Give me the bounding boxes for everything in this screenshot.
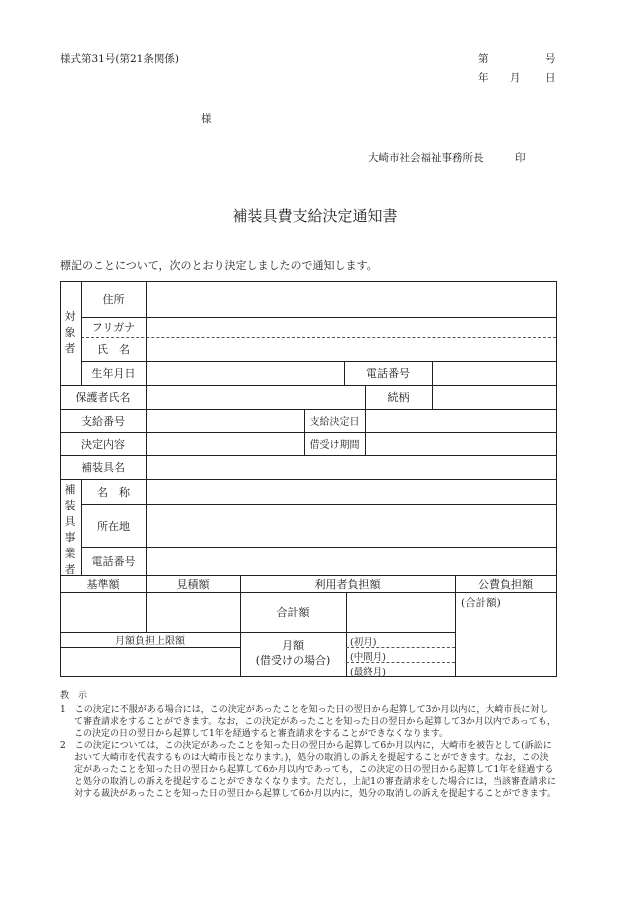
relationship-label: 続柄 bbox=[387, 391, 410, 404]
subject-group-char-2: 象 bbox=[64, 326, 76, 339]
date-year: 年 bbox=[478, 72, 489, 84]
date-day: 日 bbox=[545, 72, 556, 84]
intro-text: 標記のことについて，次のとおり決定しましたので通知します。 bbox=[60, 259, 378, 272]
estimate-label: 見積額 bbox=[176, 577, 210, 591]
name-label: 氏 名 bbox=[97, 343, 130, 356]
monthly-amount-line-1: 月額 bbox=[282, 639, 304, 652]
instruction-notes bbox=[60, 690, 556, 800]
notes-heading: 教 示 bbox=[60, 691, 88, 701]
subject-group-char-1: 対 bbox=[64, 310, 76, 323]
address-label: 住所 bbox=[102, 293, 125, 306]
vendor-group-char-6: 者 bbox=[64, 563, 76, 576]
payment-number-label: 支給番号 bbox=[81, 414, 125, 428]
user-burden-label: 利用者負担額 bbox=[314, 577, 381, 591]
date-month: 月 bbox=[510, 72, 521, 84]
note-item-1: 1 この決定に不服がある場合には，この決定があったことを知った日の翌日から起算して3か月以内に，大崎市長に対して審査請求をすることができます。なお，この決定があったことを知った日の翌日から起算して3か月以内であっても，この決定の日の翌日から起算して1年を経過すると審査請求をすることができなくなります。 bbox=[60, 705, 556, 739]
document-number-suffix: 号 bbox=[545, 53, 556, 65]
vendor-phone-label: 電話番号 bbox=[91, 555, 136, 568]
vendor-group-char-3: 具 bbox=[64, 515, 76, 528]
middle-month-label: (中間月) bbox=[350, 652, 386, 663]
device-name-label: 補装具名 bbox=[81, 461, 125, 474]
birthdate-label: 生年月日 bbox=[91, 367, 136, 380]
monthly-amount-line-2: (借受けの場合) bbox=[255, 654, 331, 667]
document-title: 補装具費支給決定通知書 bbox=[232, 207, 398, 225]
seal-mark: 印 bbox=[515, 152, 526, 164]
vendor-group-char-2: 装 bbox=[64, 499, 76, 512]
subject-group-char-3: 者 bbox=[64, 342, 76, 355]
vendor-group-char-1: 補 bbox=[64, 483, 76, 496]
addressee-suffix: 様 bbox=[201, 113, 212, 125]
total-label: 合計額 bbox=[276, 606, 310, 619]
first-month-label: (初月) bbox=[350, 637, 377, 648]
vendor-group-char-4: 事 bbox=[64, 531, 76, 544]
decision-content-label: 決定内容 bbox=[81, 437, 125, 451]
vendor-group-label bbox=[63, 482, 77, 578]
furigana-label: フリガナ bbox=[91, 321, 136, 334]
monthly-cap-label: 月額負担上限額 bbox=[115, 636, 185, 647]
phone-label: 電話番号 bbox=[366, 367, 410, 380]
note-item-2: 2 この決定については，この決定があったことを知った日の翌日から起算して6か月以内に，大崎市を被告として(訴訟において大崎市を代表するものは大崎市長となります。)，処分の取消しの訴えを提起することができます。なお，この決定があったことを知った日の翌日から起算して6か月以内であっても，この決定の日の翌日から起算して1年を経過すると処分の取消しの訴えを提起することができなくなります。ただし，上記1の審査請求をした場合には，当該審査請求に対する裁決があったことを知った日の翌日から起算して6か月以内に，処分の取消しの訴えを提起することができます。 bbox=[60, 741, 557, 799]
public-burden-label: 公費負担額 bbox=[478, 577, 533, 591]
vendor-location-label: 所在地 bbox=[97, 519, 130, 533]
rental-period-label: 借受け期間 bbox=[309, 440, 360, 451]
base-amount-label: 基準額 bbox=[86, 577, 120, 591]
issuer-name: 大崎市社会福祉事務所長 bbox=[368, 152, 484, 164]
form-number: 様式第31号(第21条関係) bbox=[60, 53, 179, 65]
vendor-name-label: 名 称 bbox=[97, 485, 130, 499]
last-month-label: (最終月) bbox=[350, 667, 386, 678]
public-burden-total-label: (合計額) bbox=[461, 597, 501, 609]
payment-decision-date-label: 支給決定日 bbox=[309, 417, 360, 428]
vendor-group-char-5: 業 bbox=[64, 547, 76, 560]
monthly-amount-label bbox=[240, 638, 346, 668]
subject-group-label bbox=[63, 309, 77, 357]
guardian-name-label: 保護者氏名 bbox=[75, 391, 131, 404]
document-number-label: 第 bbox=[478, 53, 489, 65]
